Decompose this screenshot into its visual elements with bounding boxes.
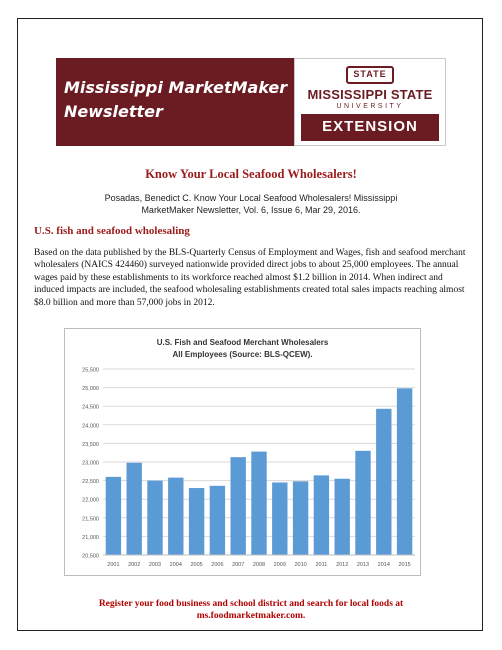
extension-label: EXTENSION <box>322 118 418 135</box>
x-tick-label: 2001 <box>107 562 120 568</box>
chart-title: U.S. Fish and Seafood Merchant Wholesalers All Employees (Source: BLS-QCEW). <box>156 338 329 359</box>
y-tick-label: 22,000 <box>82 497 99 504</box>
x-tick-label: 2007 <box>232 562 245 568</box>
x-tick-label: 2014 <box>377 562 390 568</box>
x-tick-label: 2008 <box>252 562 266 568</box>
bar-2003 <box>147 481 162 555</box>
y-tick-label: 23,000 <box>82 460 99 467</box>
employees-chart <box>64 328 421 576</box>
bar-2006 <box>210 486 225 555</box>
bar-2009 <box>272 482 287 555</box>
y-tick-label: 21,000 <box>82 534 99 541</box>
article-citation: Posadas, Benedict C. Know Your Local Seafood Wholesalers! Mississippi MarketMaker Newsletter, Vol. 6, Issue 6, Mar 29, 2016. <box>104 193 398 215</box>
bar-2010 <box>293 481 308 555</box>
x-tick-label: 2009 <box>273 562 286 568</box>
x-tick-label: 2005 <box>190 562 203 568</box>
bar-2011 <box>314 475 329 555</box>
extension-band <box>301 114 439 141</box>
x-tick-label: 2006 <box>211 562 224 568</box>
university-name: MISSISSIPPI STATE <box>307 87 433 102</box>
x-tick-label: 2011 <box>315 562 328 568</box>
y-tick-label: 25,000 <box>82 386 99 393</box>
bar-2012 <box>335 479 350 555</box>
article-body: Based on the data published by the BLS-Quarterly Census of Employment and Wages, fish and seafood merchant wholesalers (NAICS 424460) surveyed nationwide provided direct jobs to about 25,000 employees. The annual wages paid by these establishments to its workforce reached almost $1.2 billion in 2014. When indirect and induced impacts are included, the seafood wholesaling establishments created total sales impacts reaching almost $8.0 billion and more than 57,000 jobs in 2012. <box>34 248 466 308</box>
bar-2014 <box>376 409 391 555</box>
university-subtitle: UNIVERSITY <box>336 103 404 110</box>
x-tick-label: 2012 <box>336 562 349 568</box>
bar-2007 <box>231 457 246 555</box>
x-tick-label: 2013 <box>356 562 370 568</box>
bar-2001 <box>106 477 121 555</box>
state-seal-icon <box>346 66 394 84</box>
newsletter-title: Mississippi MarketMaker Newsletter <box>64 78 288 121</box>
article-headline: Know Your Local Seafood Wholesalers! <box>145 167 357 181</box>
chart-plot <box>65 329 422 577</box>
y-tick-label: 23,500 <box>82 441 99 448</box>
y-tick-label: 22,500 <box>82 479 99 486</box>
y-tick-label: 24,000 <box>82 423 99 430</box>
x-tick-label: 2015 <box>398 562 411 568</box>
bar-2005 <box>189 488 204 555</box>
x-tick-label: 2002 <box>128 562 141 568</box>
bar-2004 <box>168 478 183 555</box>
x-tick-label: 2010 <box>294 562 307 568</box>
bar-2013 <box>355 451 370 555</box>
y-tick-label: 21,500 <box>82 516 99 523</box>
bar-2008 <box>251 452 266 555</box>
y-tick-label: 25,500 <box>82 367 99 374</box>
y-tick-label: 24,500 <box>82 404 99 411</box>
x-tick-label: 2003 <box>148 562 162 568</box>
x-tick-label: 2004 <box>169 562 182 568</box>
seal-text: STATE <box>353 69 387 79</box>
y-tick-label: 20,500 <box>82 553 99 560</box>
bar-2002 <box>127 463 142 555</box>
newsletter-banner <box>56 58 294 146</box>
footer-note: Register your food business and school district and search for local foods at ms.foodmarketmaker.com. <box>98 599 404 621</box>
university-logo <box>294 58 446 146</box>
bar-2015 <box>397 388 412 555</box>
section-heading: U.S. fish and seafood wholesaling <box>34 225 190 237</box>
